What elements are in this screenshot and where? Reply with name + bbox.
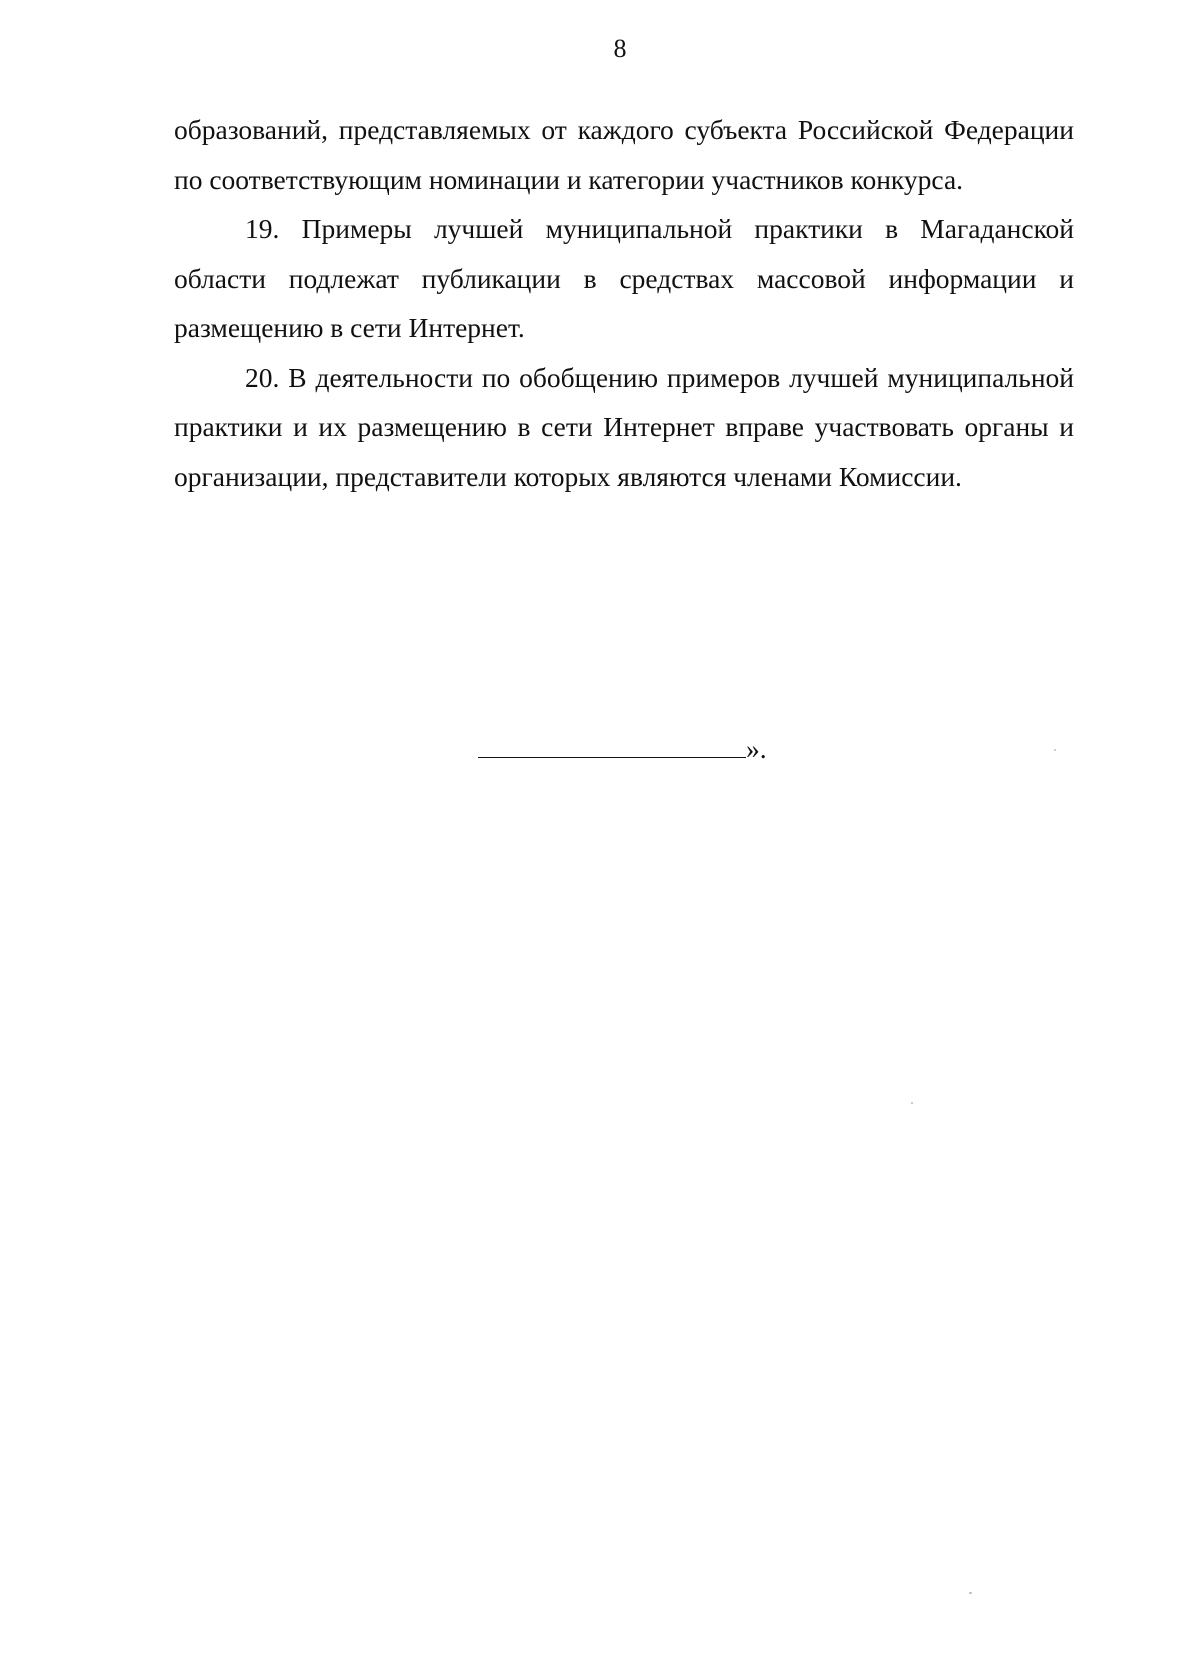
paragraph-item-20: 20. В деятельности по обобщению примеров лучшей муниципальной практики и их размещению в сети Интернет вправе участвовать органы и организации, представители которых являются членами Комиссии.: [174, 361, 1074, 492]
page-number: 8: [613, 34, 627, 63]
scan-speck: [911, 1102, 913, 1104]
closing-line: [478, 734, 767, 764]
paragraph-continuation: образований, представляемых от каждого субъекта Российской Федерации по соответствующим номинации и категории участников конкурса.: [174, 114, 1074, 195]
scan-speck: [969, 1592, 972, 1594]
closing-quote-mark: ».: [746, 733, 767, 764]
horizontal-rule: [478, 735, 746, 758]
scan-speck: [1054, 749, 1056, 751]
document-body: [174, 105, 1074, 501]
paragraph-item-19: 19. Примеры лучшей муниципальной практики в Магаданской области подлежат публикации в средствах массовой информации и размещению в сети Интернет.: [174, 213, 1074, 343]
